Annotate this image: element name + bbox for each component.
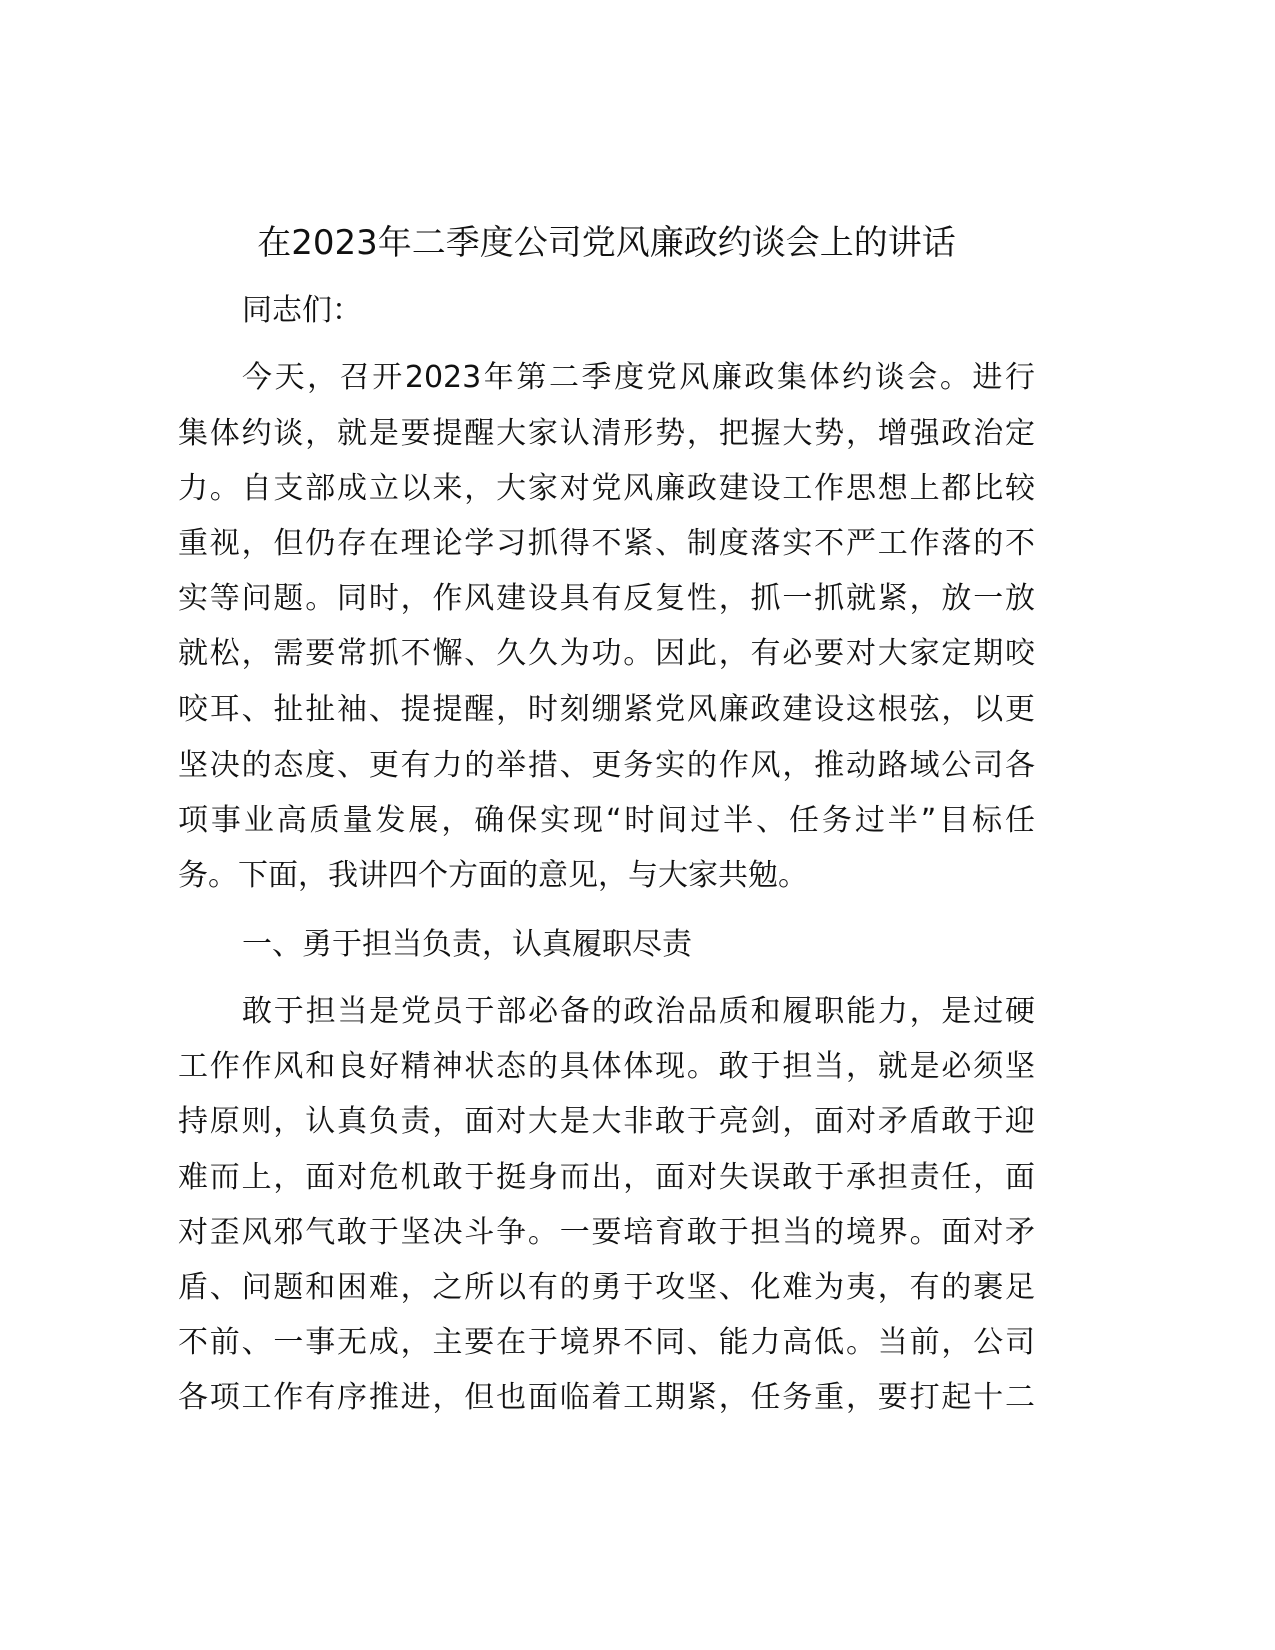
paragraph-line: 今天，召开2023年第二季度党风廉政集体约谈会。进行 xyxy=(242,360,1035,395)
paragraph-line: 重视，但仍存在理论学习抓得不紧、制度落实不严工作落的不 xyxy=(178,526,1035,561)
paragraph-line: 坚决的态度、更有力的举措、更务实的作风，推动路域公司各 xyxy=(178,748,1035,783)
paragraph-line: 实等问题。同时，作风建设具有反复性，抓一抓就紧，放一放 xyxy=(178,581,1035,616)
paragraph-line: 工作作风和良好精神状态的具体体现。敢于担当，就是必须坚 xyxy=(178,1049,1035,1084)
paragraph-line: 务。下面，我讲四个方面的意见，与大家共勉。 xyxy=(178,858,808,893)
paragraph-line: 集体约谈，就是要提醒大家认清形势，把握大势，增强政治定 xyxy=(178,416,1035,451)
paragraph-line: 难而上，面对危机敢于挺身而出，面对失误敢于承担责任，面 xyxy=(178,1160,1035,1195)
paragraph-line: 咬耳、扯扯袖、提提醒，时刻绷紧党风廉政建设这根弦，以更 xyxy=(178,692,1035,727)
paragraph-line: 持原则，认真负责，面对大是大非敢于亮剑，面对矛盾敢于迎 xyxy=(178,1104,1035,1139)
section-heading: 一、勇于担当负责，认真履职尽责 xyxy=(242,927,692,962)
paragraph-line: 就松，需要常抓不懈、久久为功。因此，有必要对大家定期咬 xyxy=(178,636,1035,671)
paragraph-line: 项事业高质量发展，确保实现“时间过半、任务过半”目标任 xyxy=(178,803,1035,838)
paragraph-line: 敢于担当是党员于部必备的政治品质和履职能力，是过硬 xyxy=(242,994,1035,1029)
document-title: 在2023年二季度公司党风廉政约谈会上的讲话 xyxy=(257,223,956,263)
salutation: 同志们： xyxy=(242,293,362,328)
paragraph-line: 不前、一事无成，主要在于境界不同、能力高低。当前，公司 xyxy=(178,1325,1035,1360)
paragraph-line: 对歪风邪气敢于坚决斗争。一要培育敢于担当的境界。面对矛 xyxy=(178,1215,1035,1250)
paragraph-line: 力。自支部成立以来，大家对党风廉政建设工作思想上都比较 xyxy=(178,471,1035,506)
paragraph-line: 各项工作有序推进，但也面临着工期紧，任务重，要打起十二 xyxy=(178,1380,1035,1415)
paragraph-line: 盾、问题和困难，之所以有的勇于攻坚、化难为夷，有的裹足 xyxy=(178,1270,1035,1305)
